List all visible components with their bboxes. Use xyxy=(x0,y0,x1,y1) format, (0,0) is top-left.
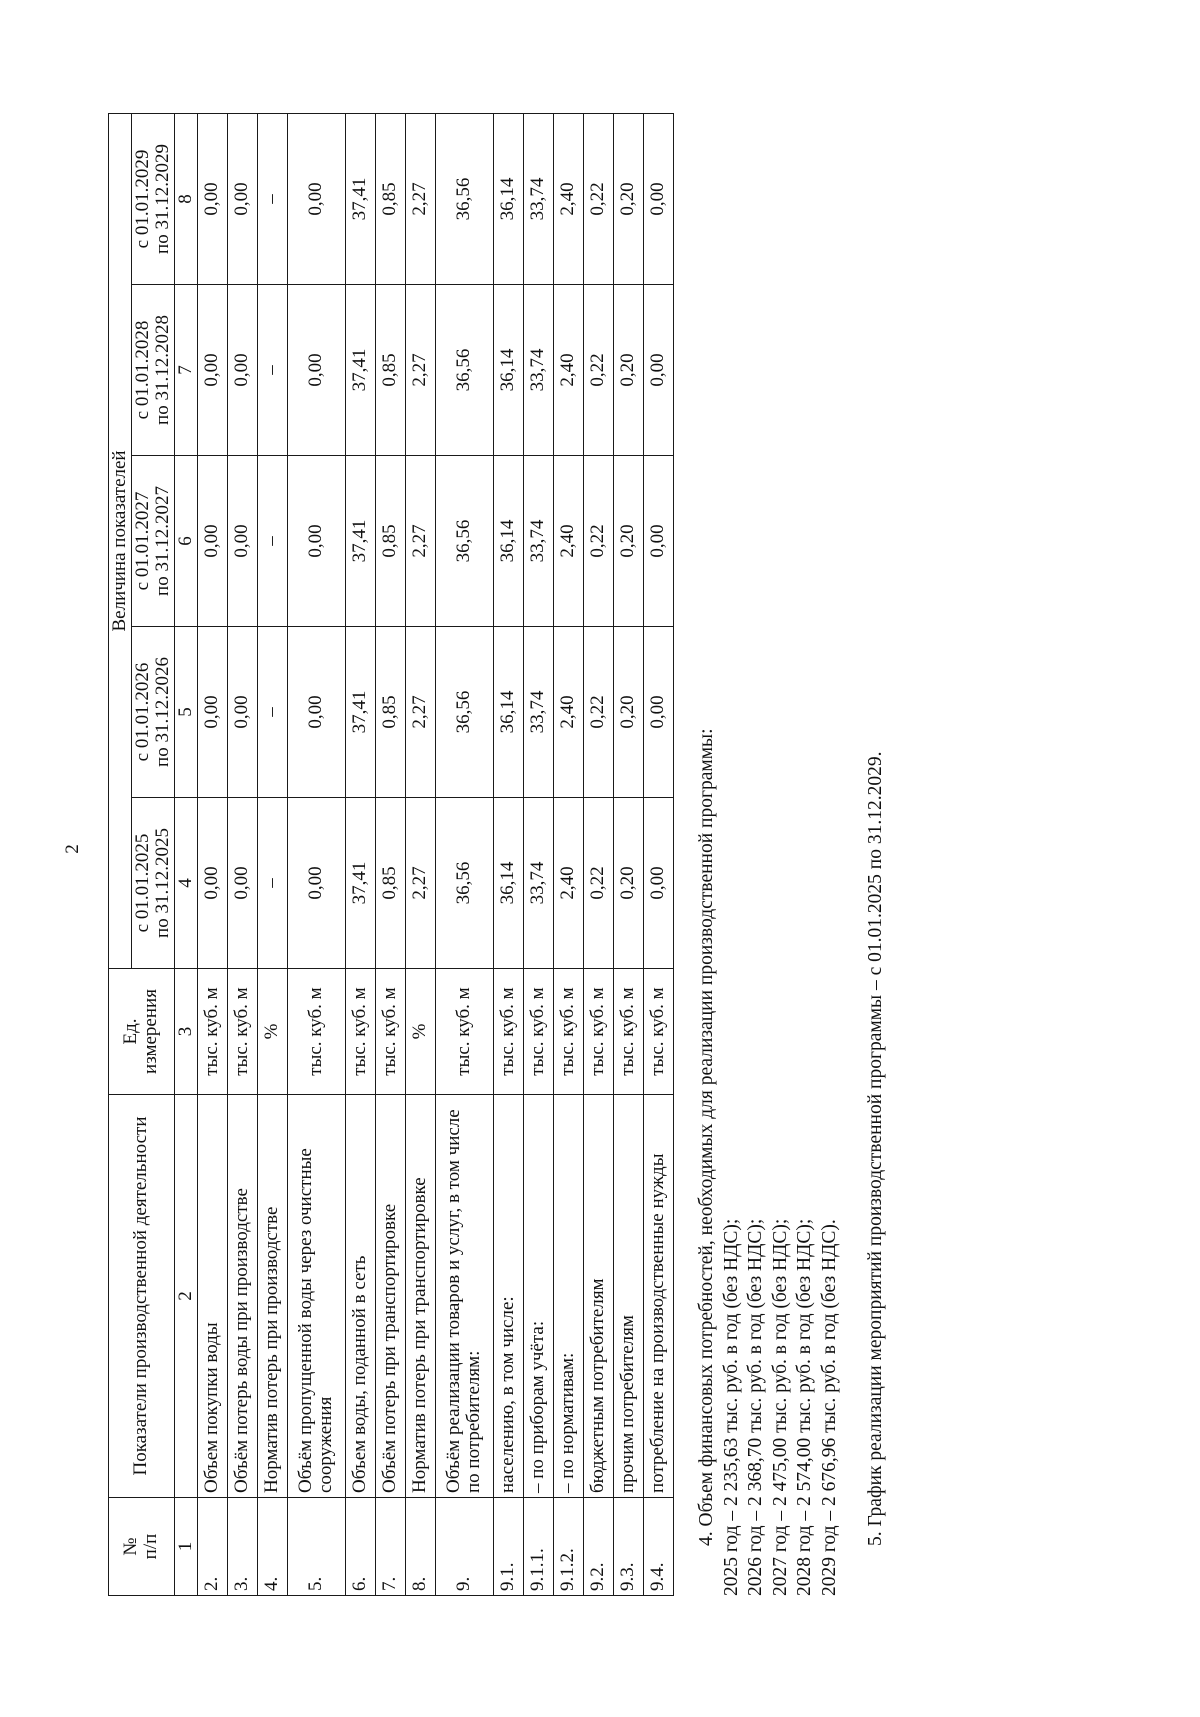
table-row xyxy=(197,113,227,1595)
row-value: 2,27 xyxy=(405,798,435,969)
table-row xyxy=(583,113,613,1595)
table-row xyxy=(435,113,493,1595)
row-number: 3. xyxy=(227,1498,257,1596)
row-value: – xyxy=(257,113,287,284)
row-value: 33,74 xyxy=(523,113,553,284)
financial-need-line: 2026 год – 2 368,70 тыс. руб. в год (без НДС); xyxy=(745,1218,766,1596)
row-number: 6. xyxy=(345,1498,375,1596)
row-unit: тыс. куб. м xyxy=(583,969,613,1095)
row-value: 2,40 xyxy=(553,456,583,627)
row-value: 0,00 xyxy=(197,285,227,456)
row-value: 0,85 xyxy=(375,113,405,284)
table-header xyxy=(109,113,175,1595)
row-value: 0,00 xyxy=(643,456,673,627)
row-value: 33,74 xyxy=(523,798,553,969)
section4-lines xyxy=(720,116,843,1596)
row-number: 9. xyxy=(435,1498,493,1596)
row-value: 0,20 xyxy=(613,113,643,284)
row-unit: тыс. куб. м xyxy=(197,969,227,1095)
row-number: 9.4. xyxy=(643,1498,673,1596)
row-value: 36,56 xyxy=(435,627,493,798)
row-number: 2. xyxy=(197,1498,227,1596)
row-number: 9.1.2. xyxy=(553,1498,583,1596)
row-indicator-name: – по нормативам: xyxy=(553,1095,583,1498)
row-value: 0,85 xyxy=(375,456,405,627)
row-value: 37,41 xyxy=(345,285,375,456)
row-indicator-name: Объем покупки воды xyxy=(197,1095,227,1498)
row-value: 37,41 xyxy=(345,113,375,284)
row-value: 0,22 xyxy=(583,456,613,627)
header-period: с 01.01.2028 по 31.12.2028 xyxy=(131,285,174,456)
section5-title: 5. График реализации мероприятий производственной программы – с 01.01.2025 по 31.12.2029. xyxy=(865,751,886,1546)
row-unit: тыс. куб. м xyxy=(435,969,493,1095)
row-unit: % xyxy=(257,969,287,1095)
row-value: 2,40 xyxy=(553,113,583,284)
row-unit: % xyxy=(405,969,435,1095)
table-row xyxy=(287,113,345,1595)
row-unit: тыс. куб. м xyxy=(287,969,345,1095)
row-unit: тыс. куб. м xyxy=(345,969,375,1095)
financial-need-line: 2025 год – 2 235,63 тыс. руб. в год (без НДС); xyxy=(720,1218,742,1596)
financial-need-line: 2029 год – 2 676,96 тыс. руб. в год (без НДС). xyxy=(818,1219,840,1596)
row-value: 0,00 xyxy=(643,285,673,456)
row-value: 37,41 xyxy=(345,627,375,798)
indicators-table xyxy=(108,113,674,1596)
column-number: 5 xyxy=(174,627,197,798)
row-value: 0,00 xyxy=(197,113,227,284)
column-number: 7 xyxy=(174,285,197,456)
row-value: 0,00 xyxy=(287,113,345,284)
notes xyxy=(695,116,889,1596)
row-value: 0,22 xyxy=(583,627,613,798)
row-value: 0,00 xyxy=(287,798,345,969)
page-number: 2 xyxy=(61,844,83,854)
column-number: 6 xyxy=(174,456,197,627)
row-value: 0,00 xyxy=(643,627,673,798)
row-value: 33,74 xyxy=(523,456,553,627)
row-indicator-name: Норматив потерь при транспортировке xyxy=(405,1095,435,1498)
row-value: 0,85 xyxy=(375,627,405,798)
row-value: 33,74 xyxy=(523,285,553,456)
table-row xyxy=(345,113,375,1595)
row-value: 36,14 xyxy=(493,456,523,627)
row-value: – xyxy=(257,285,287,456)
row-indicator-name: Объём потерь воды при производстве xyxy=(227,1095,257,1498)
row-indicator-name: прочим потребителям xyxy=(613,1095,643,1498)
row-unit: тыс. куб. м xyxy=(613,969,643,1095)
row-value: 0,20 xyxy=(613,798,643,969)
row-value: 0,00 xyxy=(197,798,227,969)
rotated-sheet xyxy=(90,116,1200,1596)
row-value: 0,22 xyxy=(583,285,613,456)
row-value: 0,00 xyxy=(287,285,345,456)
row-indicator-name: населению, в том числе: xyxy=(493,1095,523,1498)
row-value: 0,22 xyxy=(583,798,613,969)
row-unit: тыс. куб. м xyxy=(523,969,553,1095)
row-value: 36,56 xyxy=(435,456,493,627)
row-value: 2,27 xyxy=(405,627,435,798)
row-value: 0,00 xyxy=(227,456,257,627)
header-period: с 01.01.2026 по 31.12.2026 xyxy=(131,627,174,798)
row-value: – xyxy=(257,456,287,627)
row-value: 2,27 xyxy=(405,456,435,627)
row-value: 2,40 xyxy=(553,798,583,969)
row-value: 0,00 xyxy=(643,798,673,969)
financial-need-line: 2027 год – 2 475,00 тыс. руб. в год (без НДС); xyxy=(769,1218,791,1596)
row-indicator-name: бюджетным потребителям xyxy=(583,1095,613,1498)
row-number: 9.3. xyxy=(613,1498,643,1596)
row-number: 5. xyxy=(287,1498,345,1596)
table-row xyxy=(405,113,435,1595)
row-value: 36,56 xyxy=(435,285,493,456)
row-indicator-name: потребление на производственные нужды xyxy=(643,1095,673,1498)
row-value: 0,20 xyxy=(613,627,643,798)
header-unit: Ед. измерения xyxy=(109,969,175,1095)
row-value: 36,14 xyxy=(493,798,523,969)
row-value: 0,00 xyxy=(197,627,227,798)
row-unit: тыс. куб. м xyxy=(643,969,673,1095)
row-value: 36,56 xyxy=(435,798,493,969)
row-unit: тыс. куб. м xyxy=(553,969,583,1095)
row-number: 4. xyxy=(257,1498,287,1596)
row-unit: тыс. куб. м xyxy=(375,969,405,1095)
row-value: 0,00 xyxy=(227,285,257,456)
header-group-title: Величина показателей xyxy=(109,113,132,968)
table-row xyxy=(375,113,405,1595)
row-value: 2,40 xyxy=(553,285,583,456)
row-value: 0,00 xyxy=(227,113,257,284)
row-value: 0,00 xyxy=(227,798,257,969)
table-row xyxy=(493,113,523,1595)
column-number: 3 xyxy=(174,969,197,1095)
row-value: 37,41 xyxy=(345,798,375,969)
row-value: – xyxy=(257,627,287,798)
row-value: 0,00 xyxy=(227,627,257,798)
row-number: 9.1. xyxy=(493,1498,523,1596)
column-number: 1 xyxy=(174,1498,197,1596)
row-value: 2,40 xyxy=(553,627,583,798)
row-value: 36,14 xyxy=(493,113,523,284)
row-value: 0,85 xyxy=(375,285,405,456)
row-value: 0,20 xyxy=(613,285,643,456)
row-value: 36,14 xyxy=(493,627,523,798)
column-number: 8 xyxy=(174,113,197,284)
row-number: 9.1.1. xyxy=(523,1498,553,1596)
row-number: 9.2. xyxy=(583,1498,613,1596)
table-row xyxy=(523,113,553,1595)
row-value: 37,41 xyxy=(345,456,375,627)
row-value: 0,00 xyxy=(643,113,673,284)
row-indicator-name: – по приборам учёта: xyxy=(523,1095,553,1498)
header-period: с 01.01.2025 по 31.12.2025 xyxy=(131,798,174,969)
column-number: 4 xyxy=(174,798,197,969)
row-value: – xyxy=(257,798,287,969)
section4-title: 4. Объем финансовых потребностей, необходимых для реализации производственной программы: xyxy=(696,728,717,1546)
table-row xyxy=(613,113,643,1595)
table-row xyxy=(257,113,287,1595)
row-indicator-name: Норматив потерь при производстве xyxy=(257,1095,287,1498)
row-value: 2,27 xyxy=(405,285,435,456)
row-value: 0,00 xyxy=(287,456,345,627)
row-value: 0,00 xyxy=(197,456,227,627)
row-value: 33,74 xyxy=(523,627,553,798)
row-value: 0,00 xyxy=(287,627,345,798)
header-indicator: Показатели производственной деятельности xyxy=(109,1095,175,1498)
table-body xyxy=(174,113,673,1595)
row-indicator-name: Объём реализации товаров и услуг, в том числе по потребителям: xyxy=(435,1095,493,1498)
table-row xyxy=(643,113,673,1595)
column-number: 2 xyxy=(174,1095,197,1498)
row-unit: тыс. куб. м xyxy=(493,969,523,1095)
financial-need-line: 2028 год – 2 574,00 тыс. руб. в год (без НДС); xyxy=(794,1218,815,1596)
header-period: с 01.01.2027 по 31.12.2027 xyxy=(131,456,174,627)
row-value: 0,22 xyxy=(583,113,613,284)
row-value: 36,56 xyxy=(435,113,493,284)
row-indicator-name: Объем воды, поданной в сеть xyxy=(345,1095,375,1498)
row-number: 7. xyxy=(375,1498,405,1596)
header-num: № п/п xyxy=(109,1498,175,1596)
row-value: 0,85 xyxy=(375,798,405,969)
row-number: 8. xyxy=(405,1498,435,1596)
row-indicator-name: Объём пропущенной воды через очистные сооружения xyxy=(287,1095,345,1498)
header-period: с 01.01.2029 по 31.12.2029 xyxy=(131,113,174,284)
column-number-row xyxy=(174,113,197,1595)
row-value: 36,14 xyxy=(493,285,523,456)
row-indicator-name: Объём потерь при транспортировке xyxy=(375,1095,405,1498)
table-row xyxy=(227,113,257,1595)
row-value: 0,20 xyxy=(613,456,643,627)
table-row xyxy=(553,113,583,1595)
row-unit: тыс. куб. м xyxy=(227,969,257,1095)
row-value: 2,27 xyxy=(405,113,435,284)
